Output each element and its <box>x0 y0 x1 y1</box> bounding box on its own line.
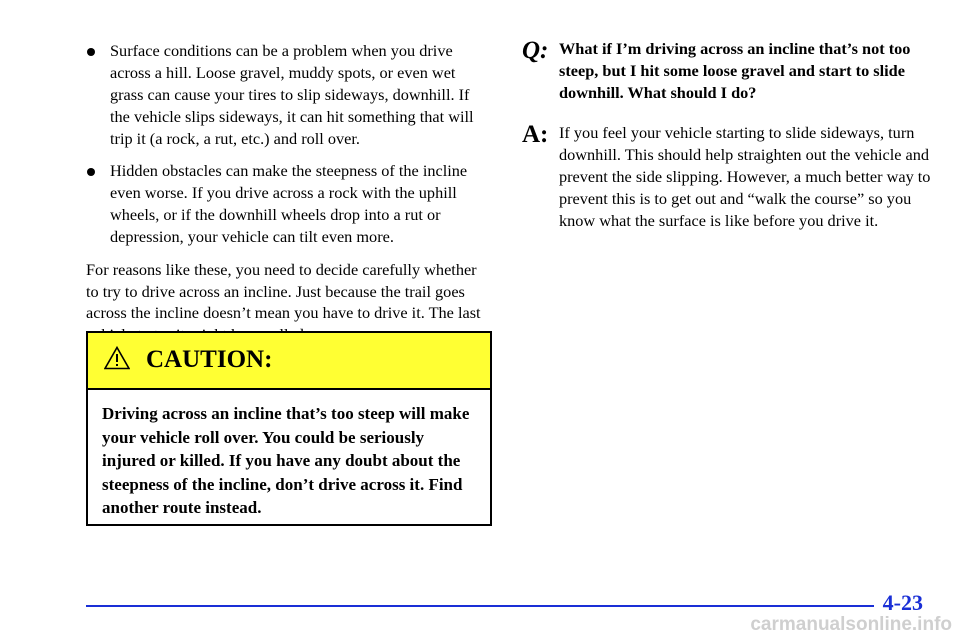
watermark: carmanualsonline.info <box>750 614 952 635</box>
footer-rule <box>86 605 874 607</box>
caution-box <box>86 331 492 526</box>
question-mark-label: Q: <box>522 37 549 64</box>
caution-text: Driving across an incline that’s too steep will make your vehicle roll over. You could be seriously injured or killed. If you have any doubt about the steepness of the incline, don’t drive across it. Find another route instead. <box>102 404 470 517</box>
bullet-dot-icon <box>87 168 95 176</box>
body-paragraph: For reasons like these, you need to decide carefully whether to try to drive across an incline. Just because the trail goes across the incline doesn’t mean you have to drive it. The last <box>86 260 481 322</box>
right-column <box>522 38 932 232</box>
answer-text: If you feel your vehicle starting to slide sideways, turn downhill. This should help straighten out the vehicle and prevent the side slipping. However, a much better way to prevent this is to get out and “walk the course” so you know what the surface is like before you drive it. <box>559 123 931 230</box>
question-text: What if I’m driving across an incline that’s not too steep, but I hit some loose gravel and start to slide downhill. What should I do? <box>559 39 911 102</box>
caution-header <box>88 333 490 390</box>
warning-triangle-icon <box>104 346 130 370</box>
page-number: 4-23 <box>882 590 923 615</box>
answer-block <box>522 122 932 232</box>
bullet-text: Surface conditions can be a problem when you drive across a hill. Loose gravel, muddy spots, or even wet grass can cause your tires to slip sideways, downhill. If the vehicle slips sideways, it can hit something that will trip it (a rock, a rut, etc.) and roll over. <box>110 41 474 148</box>
bullet-item <box>86 40 492 150</box>
answer-mark-label: A: <box>522 121 549 148</box>
question-block <box>522 38 932 104</box>
left-column <box>86 40 492 345</box>
bullet-text: Hidden obstacles can make the steepness of the incline even worse. If you drive across a rock with the uphill wheels, or if the downhill wheels drop into a rut or depression, your vehicle can tilt even more. <box>110 161 468 246</box>
caution-title: CAUTION: <box>146 346 273 373</box>
bullet-dot-icon <box>87 48 95 56</box>
bullet-item <box>86 160 492 248</box>
